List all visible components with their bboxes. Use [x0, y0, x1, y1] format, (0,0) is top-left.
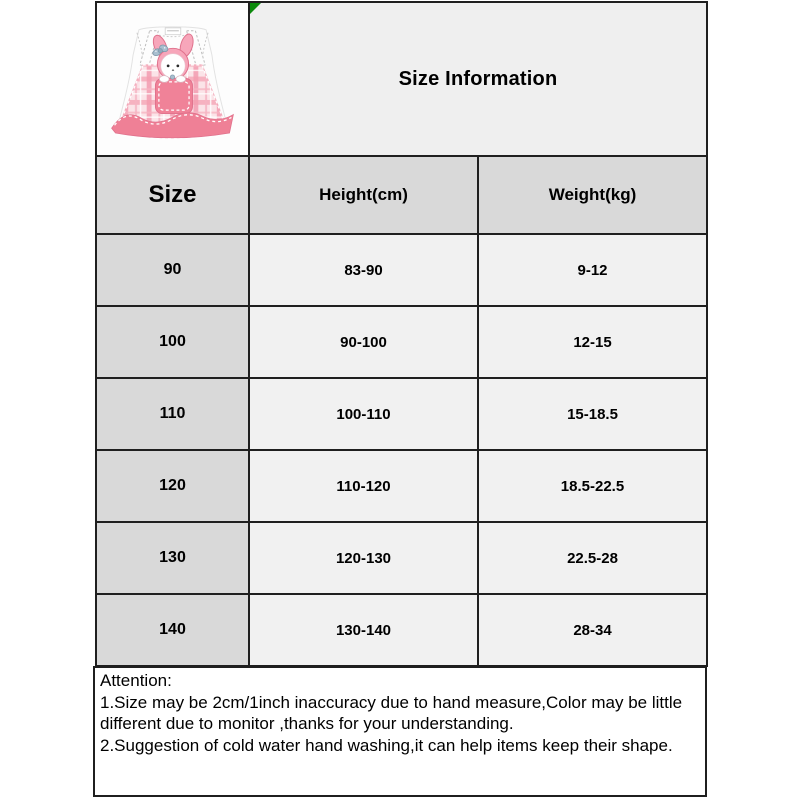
table-row-size-100	[96, 306, 707, 378]
size-value: 140	[96, 594, 249, 666]
attention-heading: Attention:	[100, 671, 172, 690]
size-value: 120	[96, 450, 249, 522]
column-header-weight: Weight(kg)	[478, 156, 707, 234]
attention-item-1: 1.Size may be 2cm/1inch inaccuracy due to hand measure,Color may be little different due to monitor ,thanks for your understanding.	[100, 692, 683, 733]
column-header-height: Height(cm)	[249, 156, 478, 234]
column-header-size: Size	[96, 156, 249, 234]
height-range: 130-140	[249, 594, 478, 666]
table-row-size-110	[96, 378, 707, 450]
weight-range: 9-12	[478, 234, 707, 306]
weight-range: 22.5-28	[478, 522, 707, 594]
weight-range: 15-18.5	[478, 378, 707, 450]
page-title: Size Information	[398, 67, 558, 90]
height-range: 100-110	[249, 378, 478, 450]
weight-range: 18.5-22.5	[478, 450, 707, 522]
table-row-size-140	[96, 594, 707, 666]
weight-range: 28-34	[478, 594, 707, 666]
size-information-table	[95, 1, 708, 667]
size-information-header-cell	[249, 2, 707, 156]
height-range: 120-130	[249, 522, 478, 594]
height-range: 110-120	[249, 450, 478, 522]
attention-item-2: 2.Suggestion of cold water hand washing,it can help items keep their shape.	[100, 735, 673, 755]
image-title-row	[96, 2, 707, 156]
height-range: 90-100	[249, 306, 478, 378]
size-value: 90	[96, 234, 249, 306]
product-image-cell	[96, 2, 249, 156]
table-row-size-90	[96, 234, 707, 306]
size-value: 100	[96, 306, 249, 378]
weight-range: 12-15	[478, 306, 707, 378]
table-row-size-120	[96, 450, 707, 522]
attention-note-box	[93, 666, 707, 797]
table-row-size-130	[96, 522, 707, 594]
size-value: 130	[96, 522, 249, 594]
green-corner-marker-icon	[250, 3, 261, 14]
height-range: 83-90	[249, 234, 478, 306]
size-value: 110	[96, 378, 249, 450]
product-image	[98, 4, 247, 154]
table-header-row	[96, 156, 707, 234]
